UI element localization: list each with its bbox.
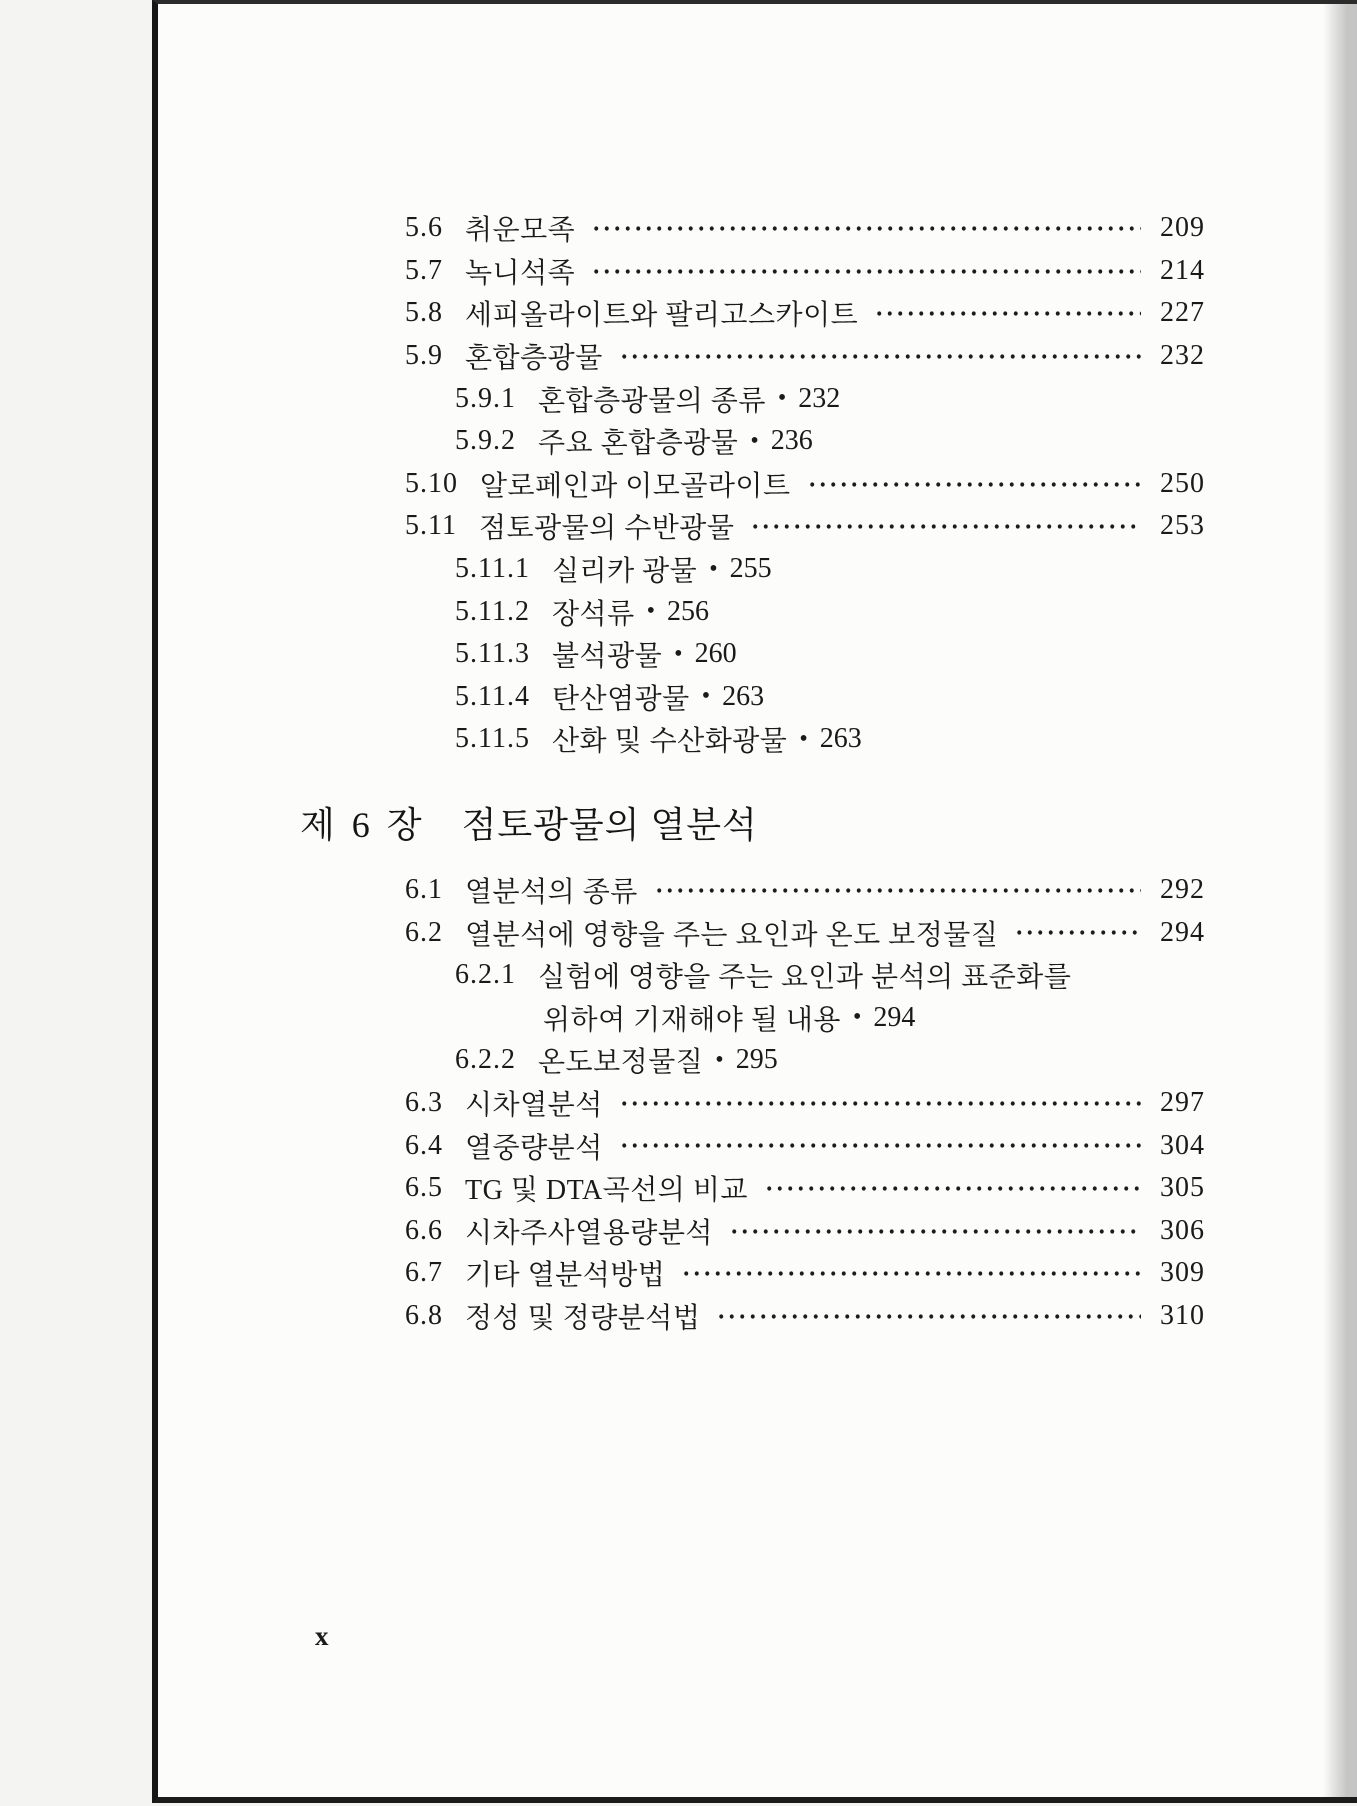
bullet-separator: • bbox=[799, 725, 808, 752]
toc-entry bbox=[405, 869, 1205, 912]
dot-leader bbox=[591, 250, 1141, 293]
entry-title-continued: 위하여 기재해야 될 내용 bbox=[543, 1004, 841, 1036]
entry-page-number: 209 bbox=[1160, 212, 1205, 244]
dot-leader bbox=[750, 505, 1141, 548]
toc-entry bbox=[405, 1295, 1205, 1338]
subentry-line1 bbox=[405, 954, 1205, 997]
toc-subentry bbox=[405, 548, 1205, 591]
dot-leader bbox=[716, 1295, 1141, 1338]
toc-section5-list bbox=[405, 207, 1205, 761]
entry-number: 6.5 bbox=[405, 1172, 443, 1204]
entry-number: 5.9.1 bbox=[455, 382, 516, 414]
toc-entry bbox=[405, 1124, 1205, 1167]
entry-page-number: 232 bbox=[1160, 340, 1205, 372]
entry-page-number: 256 bbox=[667, 595, 710, 627]
entry-title: 열분석의 종류 bbox=[465, 877, 638, 909]
entry-title: 주요 혼합층광물 bbox=[538, 428, 739, 460]
entry-number: 6.1 bbox=[405, 874, 443, 906]
entry-page-number: 310 bbox=[1160, 1299, 1205, 1331]
entry-title: TG 및 DTA곡선의 비교 bbox=[465, 1175, 748, 1207]
entry-title: 점토광물의 수반광물 bbox=[478, 513, 735, 545]
toc-entry bbox=[405, 1082, 1205, 1125]
entry-number: 5.11.2 bbox=[455, 595, 530, 627]
toc-subentry bbox=[405, 718, 1205, 761]
toc-entry bbox=[405, 335, 1205, 378]
toc-entry bbox=[405, 1252, 1205, 1295]
entry-number: 6.7 bbox=[405, 1257, 443, 1289]
entry-title: 온도보정물질 bbox=[538, 1047, 704, 1079]
entry-title: 정성 및 정량분석법 bbox=[465, 1302, 701, 1334]
dot-leader bbox=[874, 292, 1141, 335]
entry-number: 5.11.3 bbox=[455, 638, 530, 670]
toc-subentry bbox=[405, 377, 1205, 420]
toc-entry bbox=[405, 505, 1205, 548]
entry-number: 6.6 bbox=[405, 1214, 443, 1246]
toc-subentry bbox=[405, 420, 1205, 463]
bullet-separator: • bbox=[646, 598, 656, 625]
entry-page-number: 214 bbox=[1160, 254, 1205, 286]
entry-page-number: 263 bbox=[819, 723, 862, 755]
entry-number: 6.8 bbox=[405, 1299, 443, 1331]
page-edge-shadow bbox=[1323, 4, 1357, 1797]
dot-leader bbox=[729, 1209, 1141, 1252]
toc-entry bbox=[405, 463, 1205, 506]
bullet-separator: • bbox=[777, 385, 787, 412]
entry-page-number: 295 bbox=[735, 1044, 778, 1076]
toc-entry bbox=[405, 250, 1205, 293]
bullet-separator: • bbox=[852, 1004, 862, 1031]
entry-number: 6.4 bbox=[405, 1129, 443, 1161]
entry-title: 열중량분석 bbox=[465, 1132, 603, 1164]
entry-number: 5.11.5 bbox=[455, 723, 530, 755]
dot-leader bbox=[764, 1167, 1141, 1210]
toc-chapter6-list bbox=[405, 869, 1205, 1338]
dot-leader bbox=[1014, 911, 1141, 954]
entry-title: 열분석에 영향을 주는 요인과 온도 보정물질 bbox=[465, 919, 999, 951]
dot-leader bbox=[807, 463, 1141, 506]
entry-title: 실리카 광물 bbox=[551, 556, 698, 588]
dot-leader bbox=[654, 869, 1141, 912]
entry-page-number: 255 bbox=[729, 553, 772, 585]
entry-page-number: 292 bbox=[1160, 874, 1205, 906]
entry-title: 혼합층광물의 종류 bbox=[538, 385, 766, 417]
entry-number: 5.11.1 bbox=[455, 553, 530, 585]
entry-number: 6.2.1 bbox=[455, 959, 516, 991]
dot-leader bbox=[619, 1082, 1141, 1125]
chapter-heading bbox=[300, 799, 1205, 847]
entry-number: 5.8 bbox=[405, 297, 443, 329]
entry-title: 세피올라이트와 팔리고스카이트 bbox=[465, 300, 859, 332]
toc-subentry bbox=[405, 590, 1205, 633]
entry-number: 5.9.2 bbox=[455, 425, 516, 457]
entry-page-number: 306 bbox=[1160, 1214, 1205, 1246]
entry-page-number: 232 bbox=[798, 382, 841, 414]
dot-leader bbox=[619, 335, 1141, 378]
bullet-separator: • bbox=[750, 427, 759, 454]
entry-title: 알로페인과 이모골라이트 bbox=[480, 470, 791, 502]
toc-entry bbox=[405, 292, 1205, 335]
entry-number: 5.7 bbox=[405, 254, 443, 286]
entry-title: 불석광물 bbox=[551, 641, 663, 673]
entry-number: 5.11.4 bbox=[455, 680, 530, 712]
bullet-separator: • bbox=[674, 640, 683, 667]
entry-title: 녹니석족 bbox=[465, 257, 576, 289]
entry-page-number: 297 bbox=[1160, 1086, 1205, 1118]
entry-page-number: 294 bbox=[1160, 916, 1205, 948]
entry-number: 5.11 bbox=[405, 510, 457, 542]
entry-number: 6.2.2 bbox=[455, 1044, 516, 1076]
entry-title: 시차열분석 bbox=[465, 1089, 603, 1121]
book-page bbox=[152, 0, 1357, 1803]
toc-entry bbox=[405, 1167, 1205, 1210]
entry-page-number: 253 bbox=[1160, 510, 1205, 542]
subentry-line2 bbox=[405, 997, 1205, 1040]
dot-leader bbox=[681, 1252, 1141, 1295]
entry-title: 시차주사열용량분석 bbox=[465, 1217, 713, 1249]
entry-number: 5.6 bbox=[405, 212, 443, 244]
entry-page-number: 309 bbox=[1160, 1257, 1205, 1289]
entry-page-number: 305 bbox=[1160, 1172, 1205, 1204]
entry-title: 기타 열분석방법 bbox=[465, 1260, 666, 1292]
entry-title: 혼합층광물 bbox=[465, 343, 603, 375]
entry-title: 탄산염광물 bbox=[551, 683, 690, 715]
entry-number: 5.10 bbox=[405, 467, 458, 499]
entry-page-number: 227 bbox=[1160, 297, 1205, 329]
toc-entry bbox=[405, 1209, 1205, 1252]
entry-title: 취운모족 bbox=[465, 215, 576, 247]
footer-page-number: x bbox=[315, 1621, 329, 1651]
toc-entry bbox=[405, 911, 1205, 954]
entry-number: 6.2 bbox=[405, 916, 443, 948]
table-of-contents bbox=[300, 207, 1205, 1337]
entry-page-number: 250 bbox=[1160, 467, 1205, 499]
chapter-title: 점토광물의 열분석 bbox=[461, 805, 758, 846]
toc-subentry bbox=[405, 1039, 1205, 1082]
entry-page-number: 294 bbox=[873, 1001, 916, 1033]
entry-title: 장석류 bbox=[551, 598, 635, 630]
toc-subentry bbox=[405, 633, 1205, 676]
dot-leader bbox=[591, 207, 1141, 250]
entry-page-number: 236 bbox=[770, 425, 813, 457]
toc-entry bbox=[405, 207, 1205, 250]
entry-number: 5.9 bbox=[405, 340, 443, 372]
entry-page-number: 263 bbox=[722, 680, 765, 712]
toc-subentry bbox=[405, 676, 1205, 719]
bullet-separator: • bbox=[715, 1046, 724, 1073]
toc-subentry-twoline bbox=[405, 954, 1205, 1039]
entry-title: 산화 및 수산화광물 bbox=[551, 726, 788, 758]
entry-page-number: 304 bbox=[1160, 1129, 1205, 1161]
entry-page-number: 260 bbox=[694, 638, 737, 670]
entry-title: 실험에 영향을 주는 요인과 분석의 표준화를 bbox=[538, 962, 1072, 994]
bullet-separator: • bbox=[709, 555, 718, 582]
bullet-separator: • bbox=[701, 683, 711, 710]
entry-number: 6.3 bbox=[405, 1086, 443, 1118]
chapter-label: 제 6 장 bbox=[300, 805, 426, 846]
dot-leader bbox=[619, 1124, 1141, 1167]
